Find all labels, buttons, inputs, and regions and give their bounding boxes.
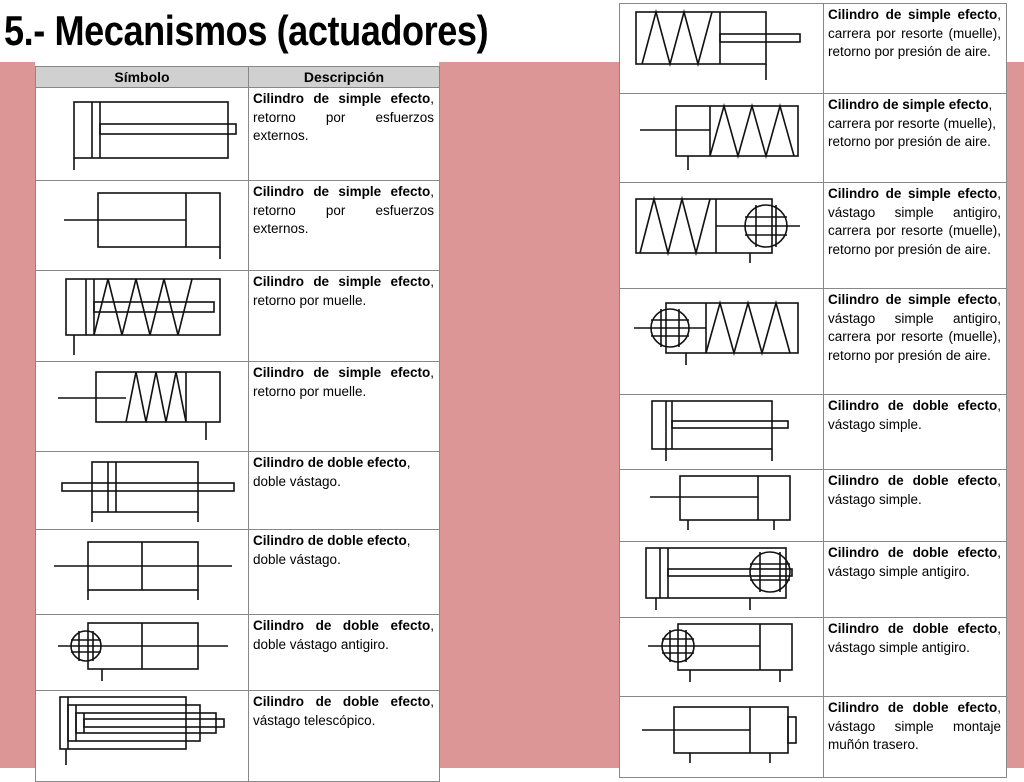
cylinder-detail: , vástago simple antigiro, carrera por resorte (muelle), retorno por presión de aire.: [828, 186, 1001, 257]
description-cell: [824, 94, 1007, 183]
single-acting-cylinder-external-return-symbol: [36, 88, 249, 180]
symbol-cell: [620, 4, 824, 94]
cylinder-detail: , doble vástago.: [253, 533, 411, 567]
symbol-cell: [620, 697, 824, 778]
symbol-cell: [620, 470, 824, 542]
symbol-cell: [36, 615, 249, 691]
single-acting-cylinder-spring-stroke-symbol: [620, 4, 824, 93]
cylinder-detail: , doble vástago antigiro.: [253, 618, 434, 652]
double-acting-antirotation-cylinder-symbol: [620, 618, 824, 696]
table-row: [620, 618, 1007, 697]
background-band-right: [1006, 62, 1024, 768]
table-row: [620, 395, 1007, 470]
table-row: [36, 530, 440, 615]
description-cell: [249, 88, 440, 181]
cylinder-detail: , vástago simple.: [828, 398, 1001, 432]
table-row: [620, 4, 1007, 94]
table-row: [36, 362, 440, 452]
symbol-cell: [36, 362, 249, 452]
description-cell: [249, 271, 440, 362]
description-column-header: Descripción: [249, 67, 440, 88]
table-row: [36, 181, 440, 271]
cylinder-type: Cilindro de simple efecto: [253, 91, 431, 106]
symbol-cell: [36, 271, 249, 362]
table-row: [620, 94, 1007, 183]
symbol-cell: [620, 289, 824, 395]
symbol-cell: [36, 181, 249, 271]
table-row: [620, 697, 1007, 778]
table-row: [36, 615, 440, 691]
symbol-cell: [36, 452, 249, 530]
symbol-cell: [36, 88, 249, 181]
cylinder-type: Cilindro de simple efecto: [253, 184, 431, 199]
cylinder-type: Cilindro de doble efecto: [828, 398, 998, 413]
description-cell: [824, 542, 1007, 618]
symbol-cell: [620, 183, 824, 289]
cylinder-detail: , vástago simple antigiro.: [828, 621, 1001, 655]
description-cell: [824, 395, 1007, 470]
description-cell: [249, 181, 440, 271]
description-cell: [824, 470, 1007, 542]
cylinder-type: Cilindro de doble efecto: [253, 618, 431, 633]
table-row: [620, 183, 1007, 289]
right-symbol-table: [619, 3, 1007, 778]
description-cell: [249, 362, 440, 452]
symbol-cell: [36, 530, 249, 615]
description-cell: [824, 289, 1007, 395]
symbol-cell: [620, 618, 824, 697]
cylinder-type: Cilindro de simple efecto: [828, 186, 998, 201]
cylinder-type: Cilindro de doble efecto: [253, 533, 407, 548]
cylinder-type: Cilindro de simple efecto: [828, 97, 989, 112]
single-acting-cylinder-spring-return-symbol: [36, 271, 249, 361]
cylinder-detail: , vástago simple antigiro.: [828, 545, 1001, 579]
cylinder-type: Cilindro de doble efecto: [828, 473, 998, 488]
table-row: [620, 542, 1007, 618]
description-cell: [249, 452, 440, 530]
cylinder-type: Cilindro de doble efecto: [828, 621, 998, 636]
cylinder-detail: , doble vástago.: [253, 455, 411, 489]
cylinder-detail: , vástago simple antigiro, carrera por resorte (muelle), retorno por presión de aire.: [828, 292, 1001, 363]
cylinder-detail: , carrera por resorte (muelle), retorno por presión de aire.: [828, 7, 1001, 59]
cylinder-type: Cilindro de doble efecto: [828, 545, 998, 560]
description-cell: [249, 530, 440, 615]
table-row: [36, 452, 440, 530]
double-acting-cylinder-double-rod-symbol: [36, 452, 249, 529]
cylinder-type: Cilindro de simple efecto: [253, 365, 431, 380]
cylinder-detail: , retorno por esfuerzos externos.: [253, 91, 434, 143]
left-symbol-table: [35, 66, 440, 782]
description-cell: [249, 615, 440, 691]
symbol-column-header: Símbolo: [36, 67, 249, 88]
symbol-cell: [620, 94, 824, 183]
cylinder-detail: , vástago simple.: [828, 473, 1001, 507]
cylinder-type: Cilindro de simple efecto: [828, 7, 998, 22]
page-title: 5.- Mecanismos (actuadores): [4, 7, 489, 54]
double-acting-cylinder-antirotation-symbol: [36, 615, 249, 690]
single-acting-cylinder-external-return-symbol: [36, 181, 249, 270]
table-header-row: [36, 67, 440, 88]
cylinder-detail: , vástago telescópico.: [253, 694, 434, 728]
table-row: [36, 271, 440, 362]
double-acting-cylinder-double-rod-symbol: [36, 530, 249, 614]
single-acting-cylinder-spring-return-symbol: [36, 362, 249, 451]
cylinder-detail: , vástago simple montaje muñón trasero.: [828, 700, 1001, 752]
single-acting-antirotation-spring-cylinder-symbol: [620, 289, 824, 394]
double-acting-cylinder-single-rod-symbol: [620, 470, 824, 541]
single-acting-antirotation-spring-cylinder-symbol: [620, 183, 824, 288]
symbol-cell: [620, 395, 824, 470]
background-band-left: [0, 62, 35, 768]
double-acting-antirotation-cylinder-symbol: [620, 542, 824, 617]
cylinder-detail: , carrera por resorte (muelle), retorno por presión de aire.: [828, 97, 997, 149]
double-acting-rear-trunnion-cylinder-symbol: [620, 697, 824, 777]
cylinder-type: Cilindro de doble efecto: [253, 455, 407, 470]
description-cell: [824, 697, 1007, 778]
cylinder-type: Cilindro de doble efecto: [828, 700, 998, 715]
cylinder-type: Cilindro de doble efecto: [253, 694, 431, 709]
cylinder-type: Cilindro de simple efecto: [828, 292, 998, 307]
cylinder-detail: , retorno por esfuerzos externos.: [253, 184, 434, 236]
table-row: [620, 289, 1007, 395]
description-cell: [824, 183, 1007, 289]
cylinder-detail: , retorno por muelle.: [253, 365, 434, 399]
double-acting-cylinder-single-rod-symbol: [620, 395, 824, 469]
symbol-cell: [620, 542, 824, 618]
background-band-middle: [439, 62, 619, 768]
description-cell: [824, 4, 1007, 94]
table-row: [36, 88, 440, 181]
description-cell: [824, 618, 1007, 697]
cylinder-type: Cilindro de simple efecto: [253, 274, 431, 289]
cylinder-detail: , retorno por muelle.: [253, 274, 434, 308]
single-acting-cylinder-spring-stroke-symbol: [620, 94, 824, 182]
table-row: [620, 470, 1007, 542]
